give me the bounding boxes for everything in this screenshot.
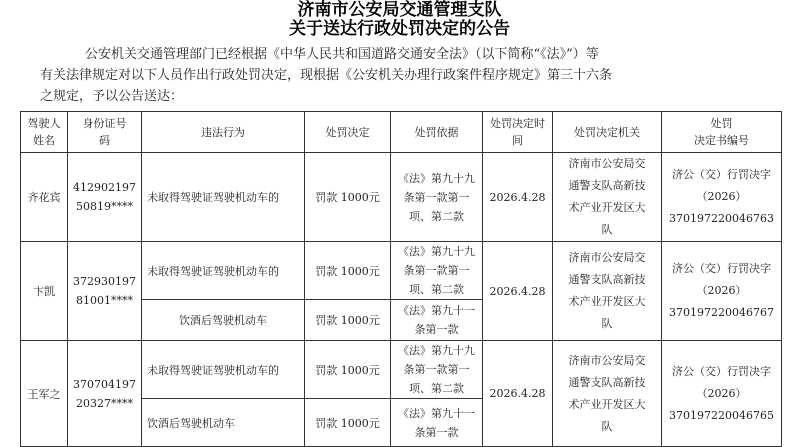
header-driver-name: 驾驶人 姓名 (21, 112, 68, 153)
decision-number: 济公（交）行罚决字 （2026） 370197220046763 (662, 153, 782, 242)
table-row (21, 341, 782, 399)
driver-name: 卞凯 (21, 242, 68, 341)
id-number: 370704197 20327**** (68, 341, 142, 447)
header-penalty: 处罚决定 (305, 112, 391, 153)
driver-name: 王军之 (21, 341, 68, 447)
header-decision-number: 处罚 决定书编号 (662, 112, 782, 153)
authority: 济南市公安局交 通警支队高新技 术产业开发区大 队 (553, 242, 662, 341)
table-header-row (21, 112, 782, 153)
penalty: 罚款 1000元 (305, 153, 391, 242)
penalty: 罚款 1000元 (305, 300, 391, 341)
header-basis: 处罚依据 (391, 112, 483, 153)
violation: 未取得驾驶证驾驶机动车的 (142, 242, 305, 300)
decision-time: 2026.4.28 (483, 153, 553, 242)
penalty: 罚款 1000元 (305, 341, 391, 399)
id-number: 372930197 81001**** (68, 242, 142, 341)
decision-time: 2026.4.28 (483, 242, 553, 341)
basis: 《法》第九十九 条第一款第一 项、第二款 (391, 341, 483, 399)
authority: 济南市公安局交 通警支队高新技 术产业开发区大 队 (553, 153, 662, 242)
decision-time: 2026.4.28 (483, 341, 553, 447)
intro-line-1: 公安机关交通管理部门已经根据《中华人民共和国道路交通安全法》（以下简称“《法》”）等 (85, 47, 599, 62)
intro-line-2: 有关法律规定对以下人员作出行政处罚决定，现根据《公安机关办理行政案件程序规定》第三十六条 (40, 68, 613, 83)
announcement-title-line2: 关于送达行政处罚决定的公告 (289, 19, 510, 39)
intro-line-3: 之规定，予以公告送达： (40, 89, 184, 104)
violation: 饮酒后驾驶机动车 (142, 399, 305, 447)
basis: 《法》第九十九 条第一款第一 项、第二款 (391, 242, 483, 300)
id-number: 412902197 50819**** (68, 153, 142, 242)
basis: 《法》第九十九 条第一款第一 项、第二款 (391, 153, 483, 242)
header-decision-time: 处罚决定时 间 (483, 112, 553, 153)
penalty: 罚款 1000元 (305, 399, 391, 447)
header-violation: 违法行为 (142, 112, 305, 153)
violation: 未取得驾驶证驾驶机动车的 (142, 341, 305, 399)
penalty-table (20, 111, 782, 447)
table-row (21, 153, 782, 242)
header-id-number: 身份证号 码 (68, 112, 142, 153)
violation: 未取得驾驶证驾驶机动车的 (142, 153, 305, 242)
header-authority: 处罚决定机关 (553, 112, 662, 153)
authority: 济南市公安局交 通警支队高新技 术产业开发区大 队 (553, 341, 662, 447)
driver-name: 齐花宾 (21, 153, 68, 242)
basis: 《法》第九十一 条第一款 (391, 300, 483, 341)
penalty: 罚款 1000元 (305, 242, 391, 300)
announcement-title-line1: 济南市公安局交通管理支队 (297, 0, 502, 20)
decision-number: 济公（交）行罚决字 （2026） 370197220046767 (662, 242, 782, 341)
decision-number: 济公（交）行罚决字 （2026） 370197220046765 (662, 341, 782, 447)
violation: 饮酒后驾驶机动车 (142, 300, 305, 341)
basis: 《法》第九十一 条第一款 (391, 399, 483, 447)
table-row (21, 242, 782, 300)
